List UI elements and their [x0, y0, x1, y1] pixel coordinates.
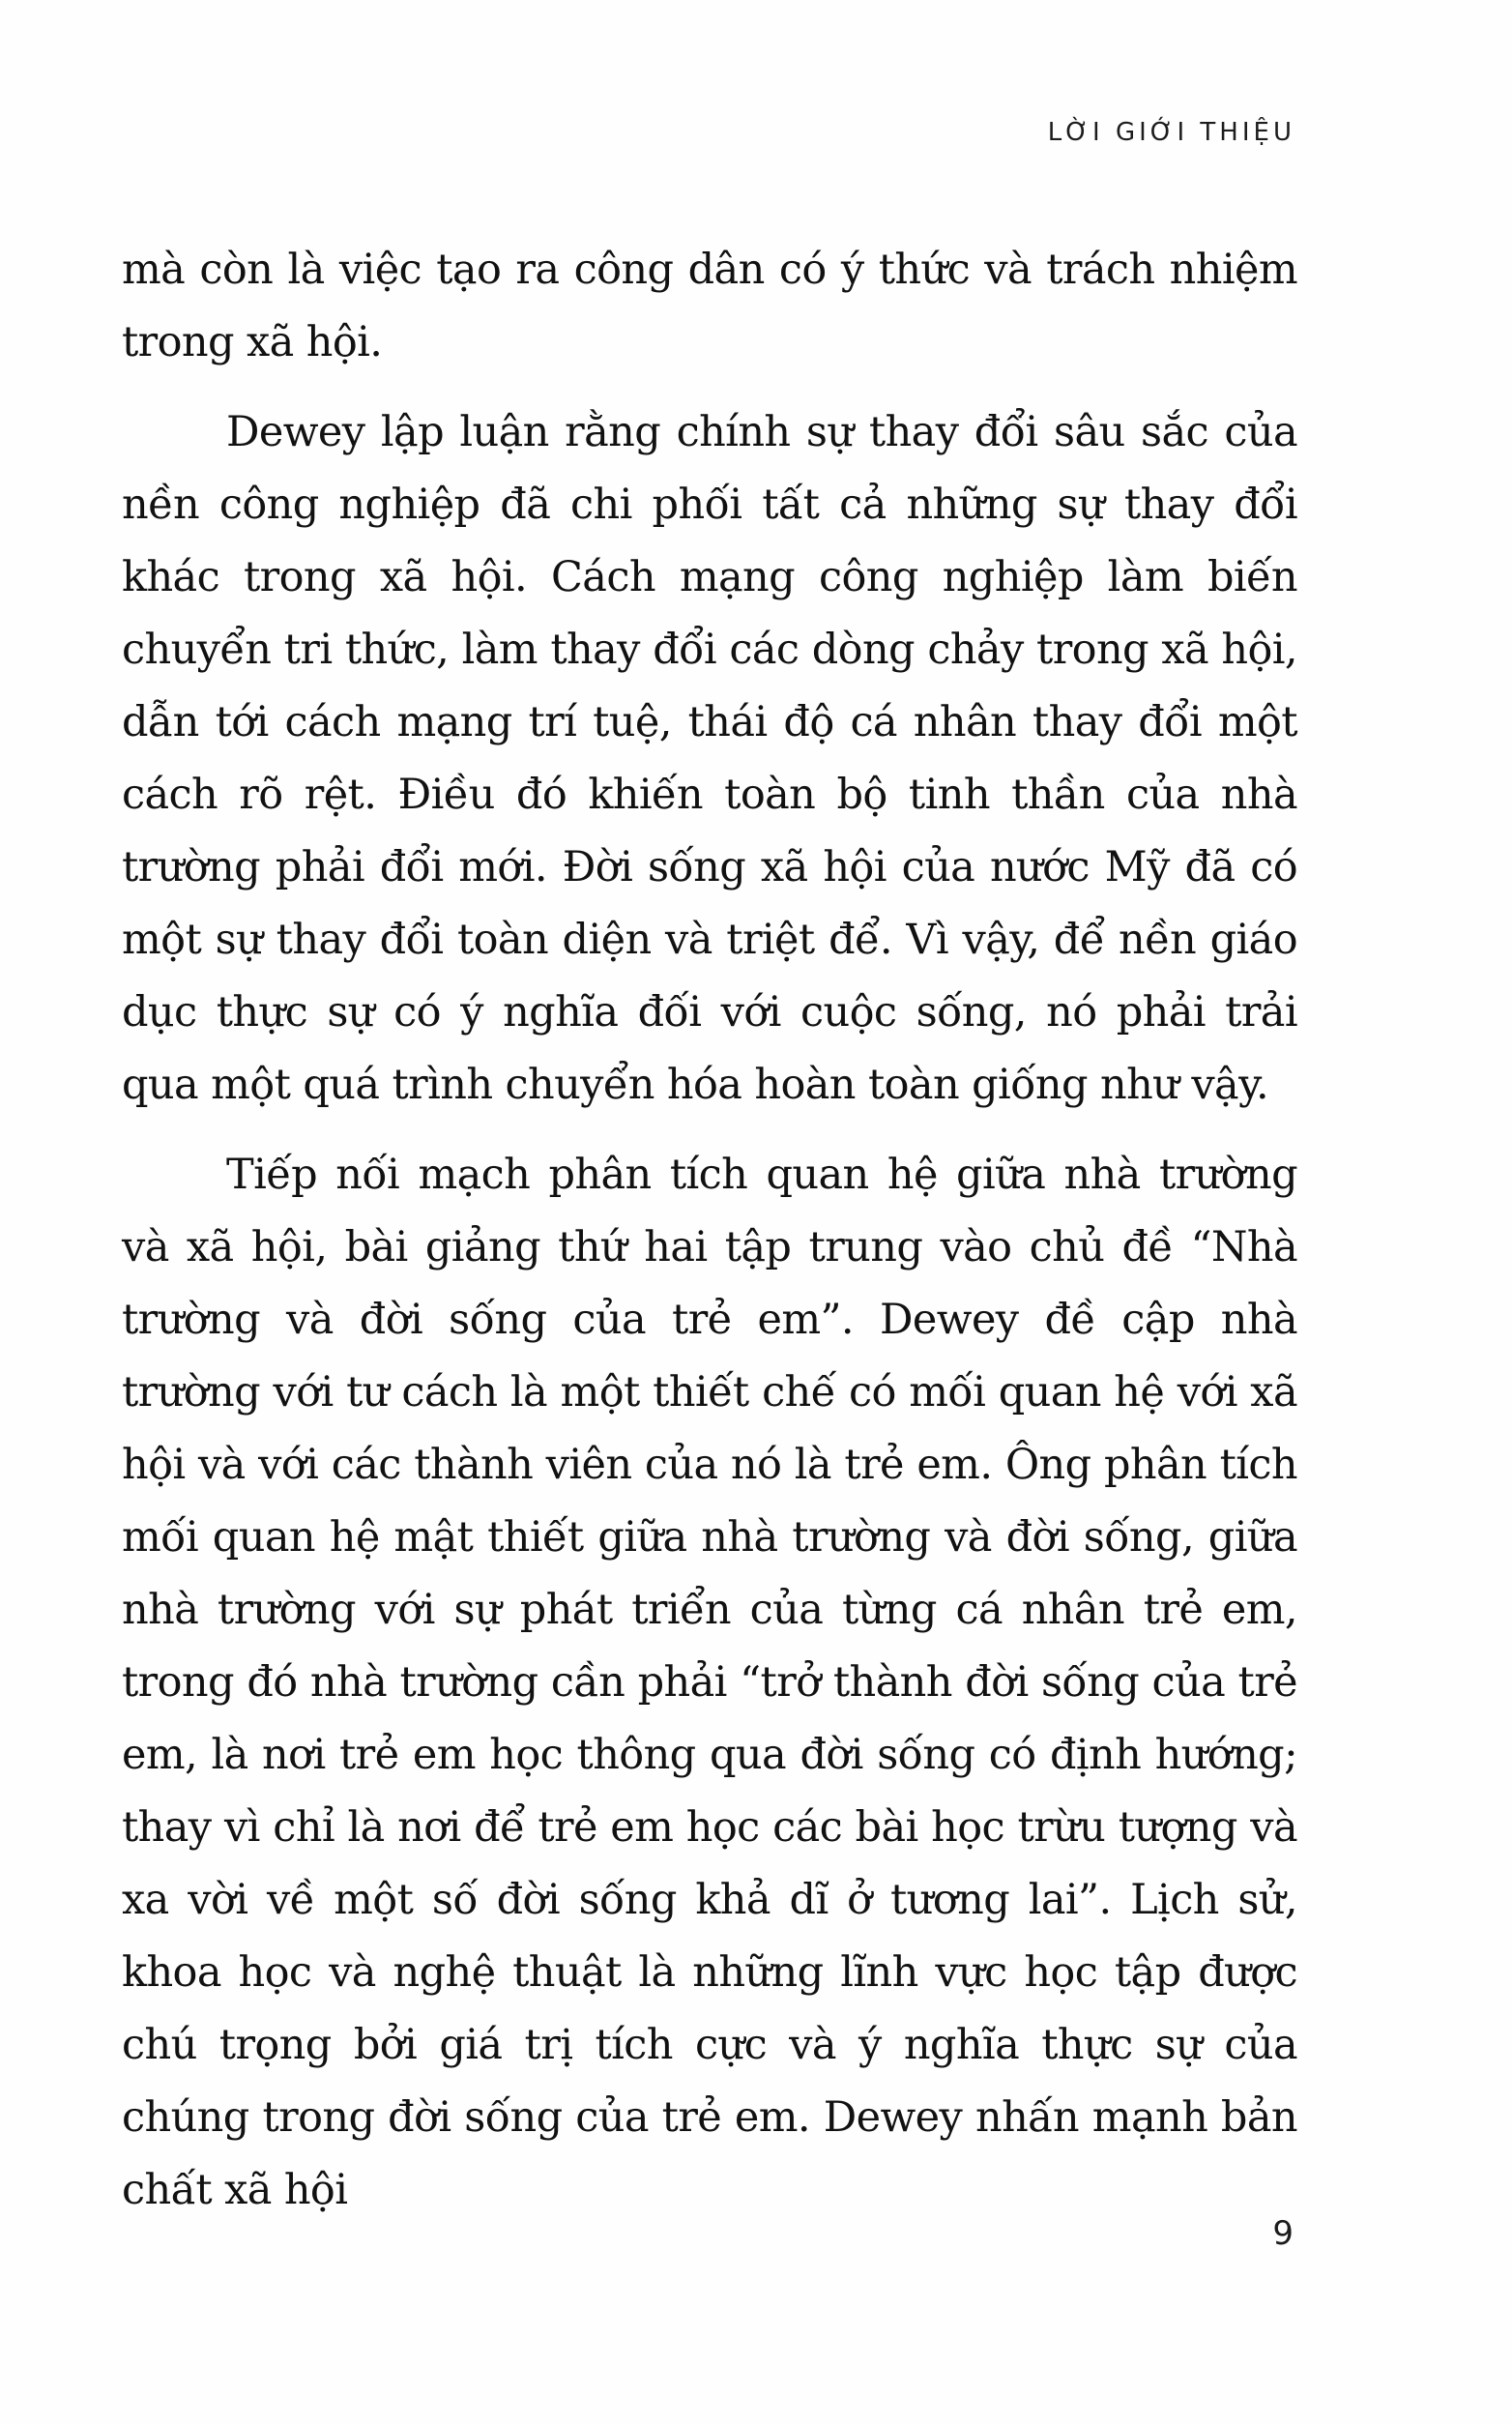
- paragraph: Dewey lập luận rằng chính sự thay đổi sâu sắc của nền công nghiệp đã chi phối tất cả những sự thay đổi khác trong xã hội. Cách mạng công nghiệp làm biến chuyển tri thức, làm thay đổi các dòng chảy trong xã hội, dẫn tới cách mạng trí tuệ, thái độ cá nhân thay đổi một cách rõ rệt. Điều đó khiến toàn bộ tinh thần của nhà trường phải đổi mới. Đời sống xã hội của nước Mỹ đã có một sự thay đổi toàn diện và triệt để. Vì vậy, để nền giáo dục thực sự có ý nghĩa đối với cuộc sống, nó phải trải qua một quá trình chuyển hóa hoàn toàn giống như vậy.: [122, 408, 1297, 1109]
- body-text: [122, 234, 1297, 2227]
- page-number: 9: [1272, 2214, 1294, 2253]
- paragraph: Tiếp nối mạch phân tích quan hệ giữa nhà trường và xã hội, bài giảng thứ hai tập trung vào chủ đề “Nhà trường và đời sống của trẻ em”. Dewey đề cập nhà trường với tư cách là một thiết chế có mối quan hệ với xã hội và với các thành viên của nó là trẻ em. Ông phân tích mối quan hệ mật thiết giữa nhà trường và đời sống, giữa nhà trường với sự phát triển của từng cá nhân trẻ em, trong đó nhà trường cần phải “trở thành đời sống của trẻ em, là nơi trẻ em học thông qua đời sống có định hướng; thay vì chỉ là nơi để trẻ em học các bài học trừu tượng và xa vời về một số đời sống khả dĩ ở tương lai”. Lịch sử, khoa học và nghệ thuật là những lĩnh vực học tập được chú trọng bởi giá trị tích cực và ý nghĩa thực sự của chúng trong đời sống của trẻ em. Dewey nhấn mạnh bản chất xã hội: [122, 1151, 1297, 2214]
- paragraph-continuation: mà còn là việc tạo ra công dân có ý thức và trách nhiệm trong xã hội.: [122, 246, 1297, 366]
- running-head: LỜI GIỚI THIỆU: [1047, 118, 1295, 147]
